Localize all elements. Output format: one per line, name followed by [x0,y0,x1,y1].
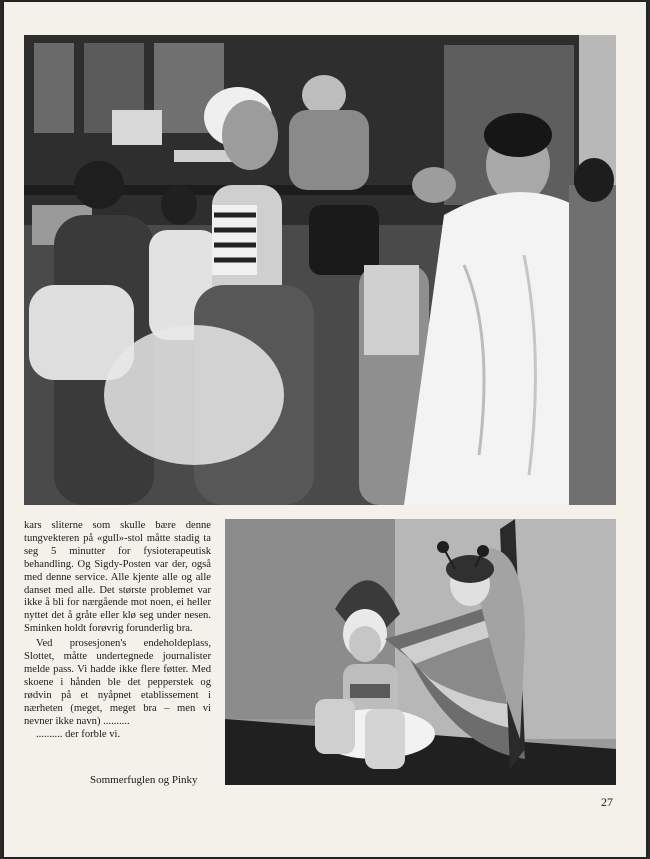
article-paragraph-2: Ved prosesjonen's endeholdeplass, Slottet, måtte undertegnede journalister melde pass. Vi hadde ikke flere føtter. Med skoene i hånden ble det pepperstek og rødvin på et nyåpnet etablissement i nærheten (meget, meget bra – men vi nevner ikke navn) .......... [24,638,211,727]
parade-crowd-photo [24,35,616,505]
costumed-pair-photo [225,519,616,785]
article-text-column [24,520,211,741]
magazine-page [4,2,646,857]
costumed-pair-image [225,519,616,785]
parade-crowd-image [24,35,616,505]
article-paragraph-3: .......... der forble vi. [36,728,121,740]
page-number: 27 [601,795,613,809]
article-signature: Sommerfuglen og Pinky [90,774,198,786]
article-paragraph-1: kars sliterne som skulle bære denne tungvekteren på «gull»-stol måtte stadig ta seg 5 minutter for fysioterapeutisk behandling. Og Sigdy-Posten var der, også med denne service. Alle kjente alle og alle danset med alle. Det største problemet var ikke å bli for nærgående mot noen, ei heller nyttet det å gråte eller klø seg under nesen. Sminken holdt forøvrig forunderlig bra. [24,520,211,635]
